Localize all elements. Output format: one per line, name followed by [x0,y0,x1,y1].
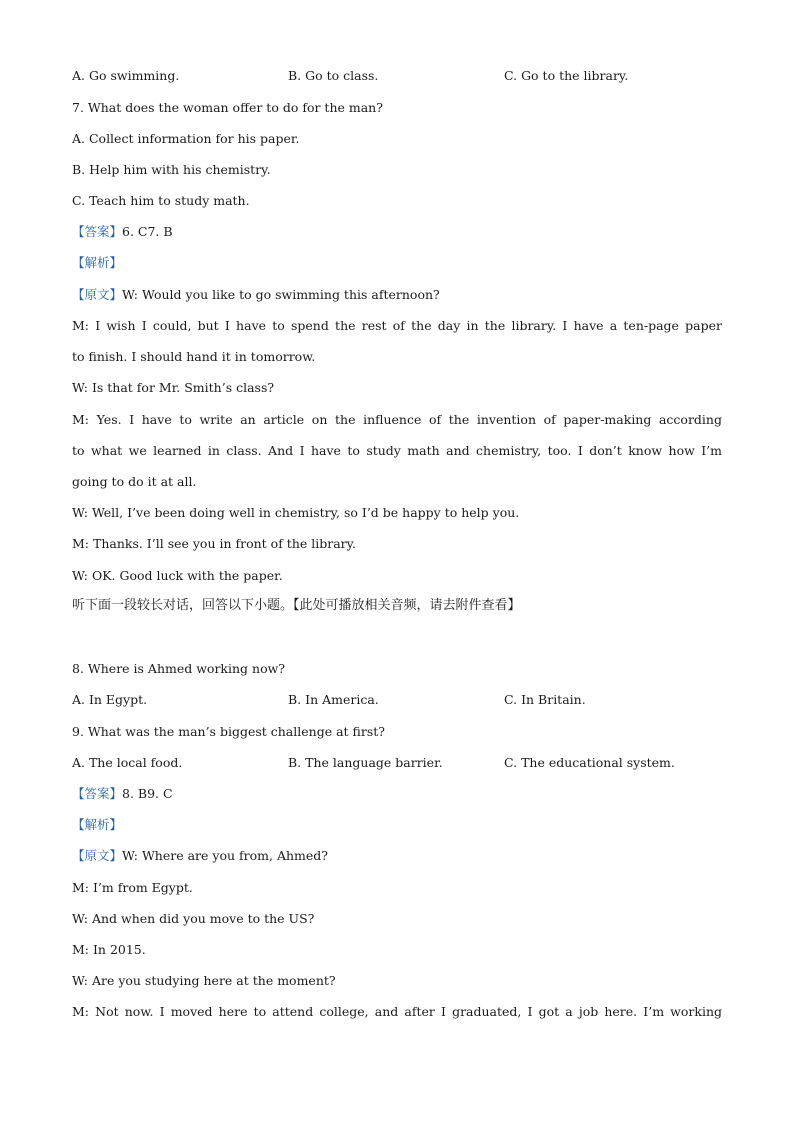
analysis-line-1 [72,255,122,271]
q7-option-c: C. Teach him to study math. [72,193,250,208]
q9-option-a: A. The local food. [72,755,183,770]
analysis-label: 【解析】 [72,255,123,270]
transcript-line-1-1: M: I wish I could, but I have to spend the rest of the day in the library. I have a ten-page paper [72,318,722,333]
transcript-label: 【原文】 [72,287,123,302]
answer-line-1 [72,224,173,240]
transcript-first-line: W: Where are you from, Ahmed? [122,848,328,863]
listening-instruction: 听下面一段较长对话，回答以下小题。【此处可播放相关音频，请去附件查看】 [72,598,521,613]
q6-option-b: B. Go to class. [288,68,379,83]
transcript-line-2-2: W: And when did you move to the US? [72,911,315,926]
transcript-line-2-3: M: In 2015. [72,942,146,957]
transcript-line-1-6: going to do it at all. [72,474,197,489]
q7-question: 7. What does the woman offer to do for the man? [72,100,383,115]
analysis-line-2 [72,817,122,833]
q8-option-b: B. In America. [288,692,379,707]
q6-option-a: A. Go swimming. [72,68,180,83]
transcript-line-1-8: M: Thanks. I’ll see you in front of the library. [72,536,357,551]
answer-text: 6. C7. B [122,224,173,239]
transcript-line-2-1: M: I’m from Egypt. [72,880,193,895]
q9-question: 9. What was the man’s biggest challenge at first? [72,724,385,739]
q8-question: 8. Where is Ahmed working now? [72,661,286,676]
q8-option-a: A. In Egypt. [72,692,148,707]
answer-label: 【答案】 [72,786,123,801]
q7-option-b: B. Help him with his chemistry. [72,162,271,177]
q9-option-b: B. The language barrier. [288,755,443,770]
q6-option-c: C. Go to the library. [504,68,629,83]
answer-text: 8. B9. C [122,786,173,801]
transcript-line-2-5: M: Not now. I moved here to attend college, and after I graduated, I got a job here. I’m working [72,1004,722,1019]
answer-label: 【答案】 [72,224,123,239]
answer-line-2 [72,786,173,802]
transcript-line-1-3: W: Is that for Mr. Smith’s class? [72,380,275,395]
transcript-line-2-4: W: Are you studying here at the moment? [72,973,336,988]
transcript-line-1-2: to finish. I should hand it in tomorrow. [72,349,316,364]
analysis-label: 【解析】 [72,817,123,832]
transcript-first-line: W: Would you like to go swimming this afternoon? [122,287,440,302]
q8-option-c: C. In Britain. [504,692,586,707]
q9-option-c: C. The educational system. [504,755,675,770]
transcript-label: 【原文】 [72,848,123,863]
q7-option-a: A. Collect information for his paper. [72,131,300,146]
transcript-line-1-9: W: OK. Good luck with the paper. [72,568,283,583]
transcript-line-1-7: W: Well, I’ve been doing well in chemistry, so I’d be happy to help you. [72,505,520,520]
transcript-line-1-4: M: Yes. I have to write an article on the influence of the invention of paper-making according [72,412,722,427]
transcript-line-1-5: to what we learned in class. And I have to study math and chemistry, too. I don’t know how I’m [72,443,722,458]
transcript-line-1-0 [72,287,440,303]
transcript-line-2-0 [72,848,328,864]
